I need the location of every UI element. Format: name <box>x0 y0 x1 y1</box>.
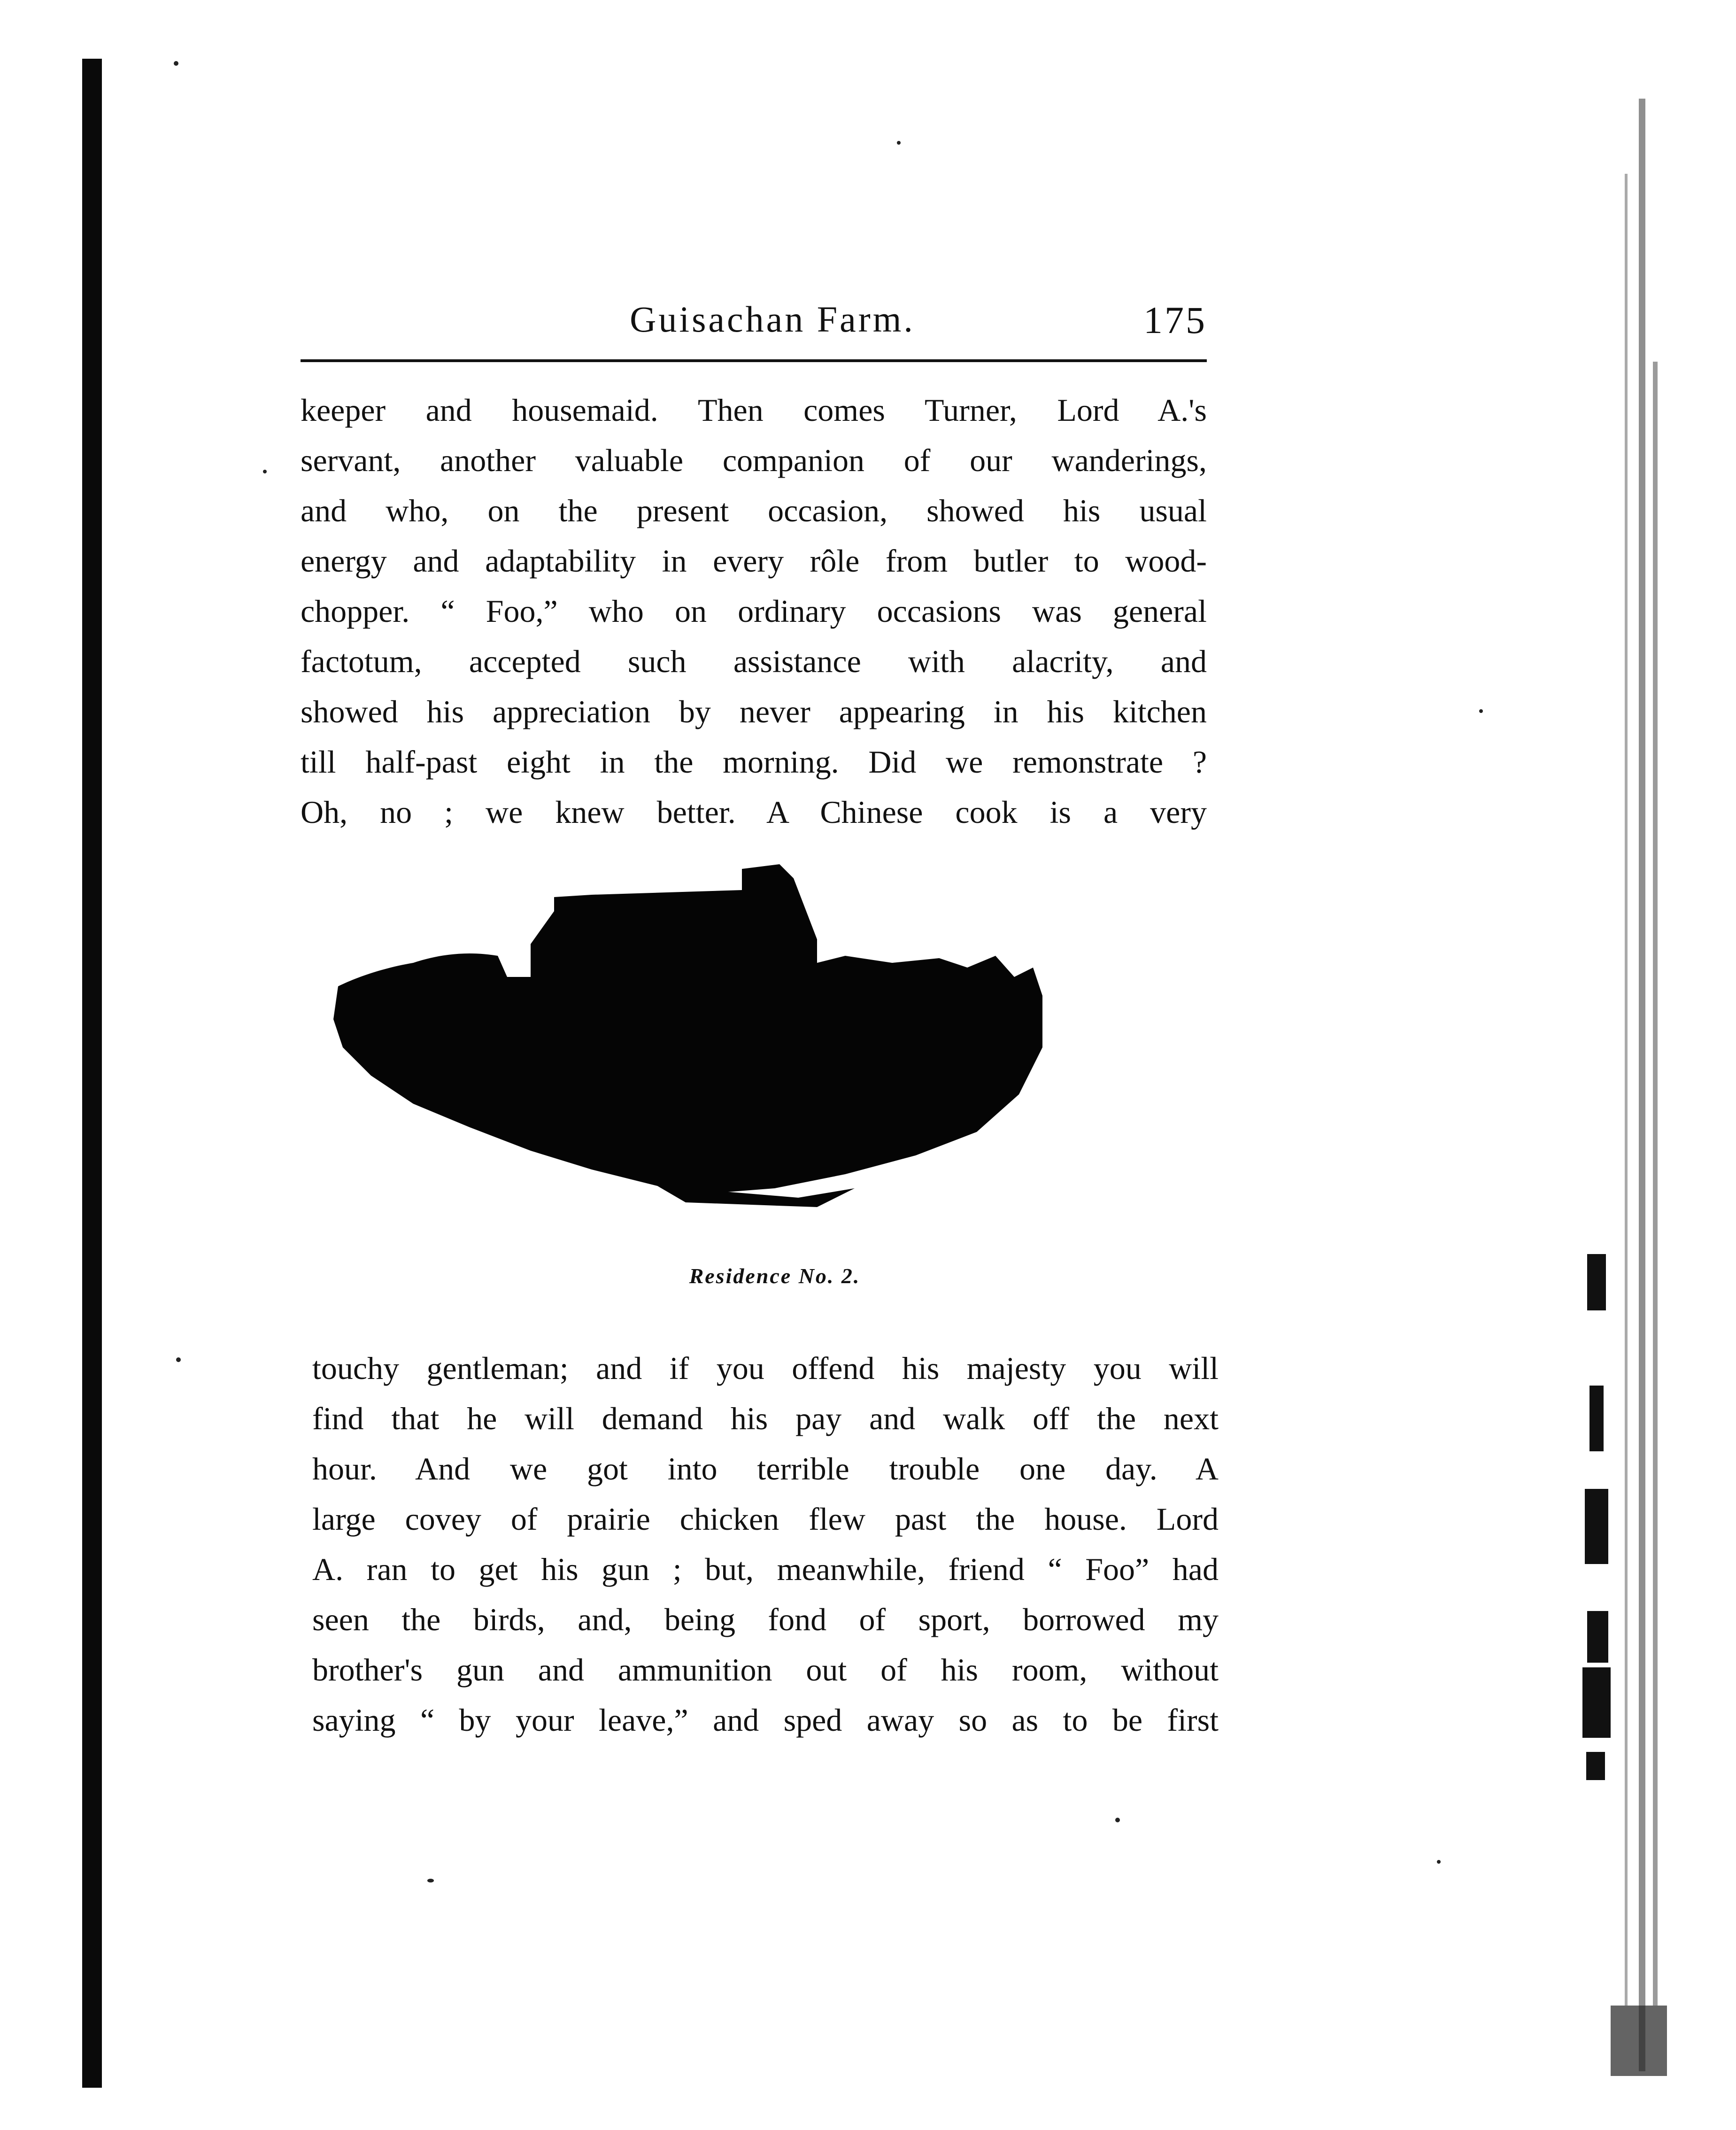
text-line: and who, on the present occasion, showed his usual <box>301 493 1207 528</box>
paragraph-bottom <box>312 1343 1219 1745</box>
text-line: large covey of prairie chicken flew past the house. Lord <box>312 1501 1219 1537</box>
text-line: hour. And we got into terrible trouble one day. A <box>312 1451 1219 1487</box>
scan-edge-artifact <box>1578 80 1690 2081</box>
paragraph-top <box>301 385 1207 837</box>
text-line: saying “ by your leave,” and sped away so as to be first <box>312 1702 1219 1738</box>
text-line: keeper and housemaid. Then comes Turner, Lord A.'s <box>301 392 1207 428</box>
text-line: till half-past eight in the morning. Did we remonstrate ? <box>301 744 1207 780</box>
scan-speck <box>1479 709 1483 713</box>
text-line: energy and adaptability in every rôle from butler to wood- <box>301 543 1207 579</box>
text-line: showed his appreciation by never appearing in his kitchen <box>301 694 1207 729</box>
text-line: seen the birds, and, being fond of sport, borrowed my <box>312 1602 1219 1637</box>
page-binding-shadow <box>82 59 102 2088</box>
text-line: servant, another valuable companion of our wanderings, <box>301 442 1207 478</box>
scan-speck <box>1437 1860 1441 1864</box>
page-number: 175 <box>1143 299 1207 341</box>
residence-illustration <box>329 850 1193 1254</box>
illustration-caption: Residence No. 2. <box>689 1264 861 1288</box>
scan-speck <box>897 141 901 145</box>
scan-speck <box>174 61 178 66</box>
scan-speck <box>176 1357 181 1362</box>
text-line: chopper. “ Foo,” who on ordinary occasions was general <box>301 593 1207 629</box>
text-line: brother's gun and ammunition out of his room, without <box>312 1652 1219 1688</box>
text-line: Oh, no ; we knew better. A Chinese cook is a very <box>301 794 1207 830</box>
running-header <box>301 289 1207 364</box>
header-rule <box>301 359 1207 362</box>
scan-speck <box>427 1879 434 1882</box>
text-line: A. ran to get his gun ; but, meanwhile, friend “ Foo” had <box>312 1551 1219 1587</box>
text-line: touchy gentleman; and if you offend his majesty you will <box>312 1350 1219 1386</box>
scan-speck <box>1115 1818 1120 1822</box>
text-line: find that he will demand his pay and walk off the next <box>312 1401 1219 1436</box>
scan-speck <box>263 470 267 473</box>
running-head-title: Guisachan Farm. <box>630 299 915 340</box>
text-line: factotum, accepted such assistance with alacrity, and <box>301 643 1207 679</box>
